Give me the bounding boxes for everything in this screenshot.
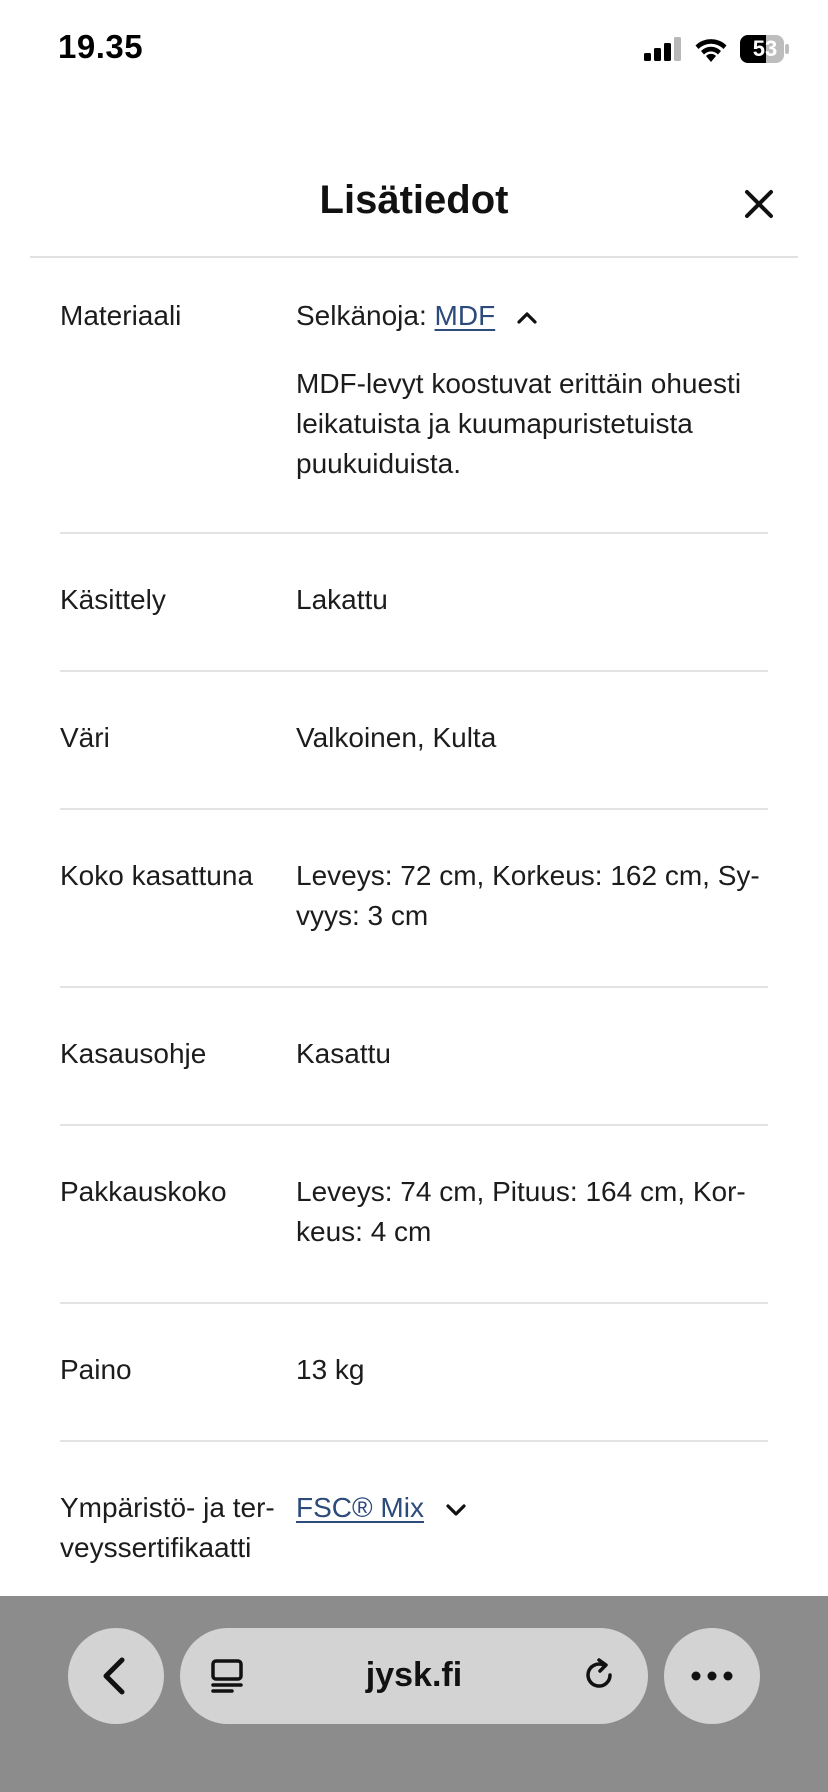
battery-icon <box>740 35 790 63</box>
detail-row-certificate <box>60 1442 768 1602</box>
detail-label: Materiaali <box>60 300 182 331</box>
detail-row-material <box>60 256 768 534</box>
chevron-down-icon[interactable] <box>444 1498 468 1522</box>
detail-row-assembly <box>60 988 768 1126</box>
certificate-link[interactable]: FSC® Mix <box>296 1492 424 1523</box>
material-prefix: Selkänoja: <box>296 300 427 331</box>
detail-value: Leveys: 74 cm, Pituus: 164 cm, Kor-keus: 4 cm <box>296 1176 746 1247</box>
status-bar <box>0 0 828 100</box>
detail-label: Paino <box>60 1354 132 1385</box>
battery-level: 53 <box>752 36 778 61</box>
browser-toolbar <box>0 1596 828 1792</box>
material-description: MDF-levyt koostuvat erittäin ohuesti leikatuista ja kuumapuristetuista puukuiduista. <box>296 368 742 479</box>
address-bar[interactable] <box>180 1628 648 1724</box>
url-text: jysk.fi <box>365 1656 463 1694</box>
detail-label: Kasausohje <box>60 1038 207 1069</box>
chevron-up-icon[interactable] <box>515 306 539 330</box>
detail-row-assembled-size <box>60 810 768 988</box>
detail-value: Kasattu <box>296 1038 391 1069</box>
detail-label: Ympäristö- ja ter-veyssertifikaatti <box>60 1492 275 1563</box>
status-icons <box>644 34 790 64</box>
details-list <box>60 256 768 1602</box>
detail-row-treatment <box>60 534 768 672</box>
more-icon <box>664 1628 760 1724</box>
modal-title: Lisätiedot <box>319 178 509 222</box>
material-link[interactable]: MDF <box>434 300 496 331</box>
detail-value <box>296 1488 768 1528</box>
detail-value: Lakattu <box>296 584 388 615</box>
close-icon[interactable] <box>742 187 776 221</box>
detail-value: Valkoinen, Kulta <box>296 722 497 753</box>
back-icon <box>68 1628 164 1724</box>
detail-value <box>296 296 768 484</box>
more-button[interactable] <box>664 1628 760 1724</box>
detail-value: Leveys: 72 cm, Korkeus: 162 cm, Sy-vyys: 3 cm <box>296 860 760 931</box>
detail-value: 13 kg <box>296 1354 365 1385</box>
back-button[interactable] <box>68 1628 164 1724</box>
material-line <box>296 296 768 336</box>
wifi-icon <box>694 36 728 62</box>
signal-icon <box>644 37 682 61</box>
detail-label: Pakkauskoko <box>60 1176 227 1207</box>
reload-icon[interactable] <box>580 1656 618 1694</box>
modal-header <box>30 150 798 258</box>
detail-label: Käsittely <box>60 584 166 615</box>
detail-label: Väri <box>60 722 110 753</box>
detail-row-color <box>60 672 768 810</box>
status-time: 19.35 <box>58 28 144 65</box>
detail-row-package-size <box>60 1126 768 1304</box>
detail-label: Koko kasattuna <box>60 860 254 891</box>
detail-row-weight <box>60 1304 768 1442</box>
